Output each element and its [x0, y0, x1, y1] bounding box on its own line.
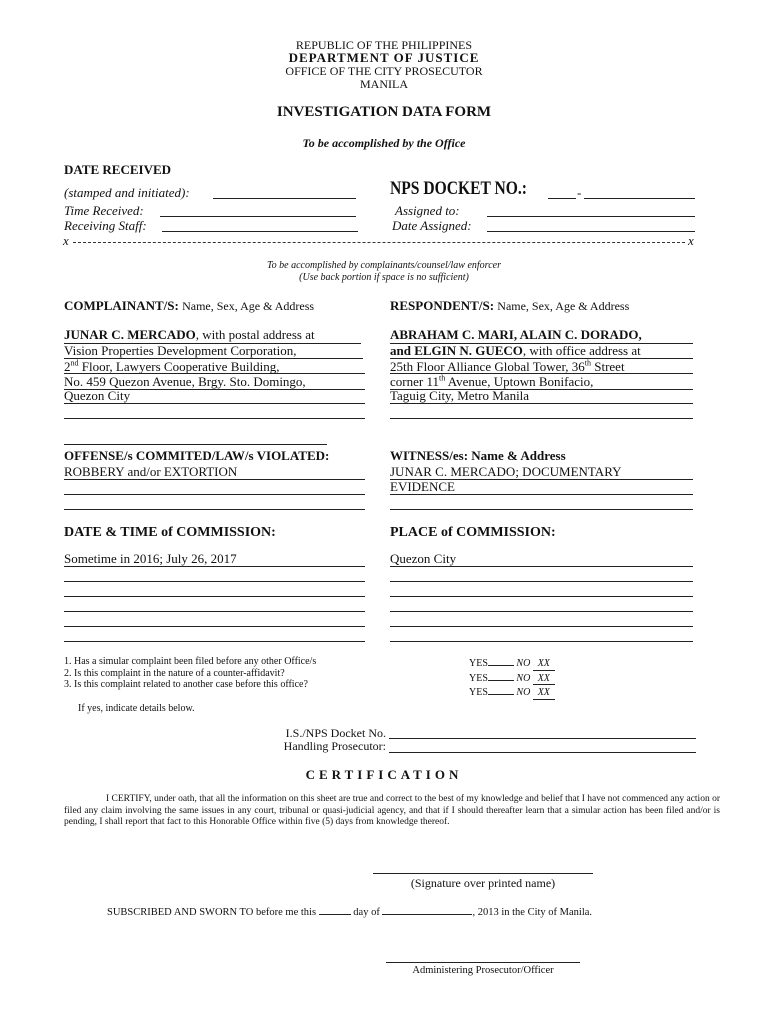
no-field-2[interactable]: XX [533, 673, 555, 686]
offense-label: OFFENSE/s COMMITED/LAW/s VIOLATED: [64, 448, 330, 463]
commission-place-label: PLACE of COMMISSION: [390, 525, 556, 540]
respondent-underline-5 [390, 403, 693, 404]
docket-no-field[interactable] [389, 738, 696, 739]
assigned-to-field[interactable] [487, 216, 695, 217]
complainant-label: COMPLAINANT/S: [64, 298, 179, 313]
separator-x-right: x [688, 233, 694, 248]
date-assigned-field[interactable] [487, 231, 695, 232]
respondent-label: RESPONDENT/S: [390, 298, 495, 313]
offense-top-line [64, 444, 327, 445]
respondent-line-3-post: Street [590, 359, 625, 374]
signature-line[interactable] [373, 873, 593, 874]
commission-date-label: DATE & TIME of COMMISSION: [64, 525, 276, 540]
commission-place-value: Quezon City [390, 551, 457, 566]
commission-place-underline [390, 566, 693, 567]
sworn-text-2: day of [353, 907, 380, 918]
docket-field-2[interactable] [584, 198, 695, 199]
yes-field-2[interactable] [488, 671, 514, 681]
office-note: To be accomplished by the Office [302, 136, 466, 150]
header-office: OFFICE OF THE CITY PROSECUTOR [285, 64, 483, 78]
commission-place-blank-4[interactable] [390, 626, 693, 627]
no-label-3: NO [516, 687, 531, 698]
receiving-staff-label: Receiving Staff: [64, 218, 147, 233]
complainant-name: JUNAR C. MERCADO [64, 327, 196, 342]
sworn-day-field[interactable] [319, 904, 351, 915]
officer-signature-line[interactable] [386, 962, 580, 963]
commission-date-blank-3[interactable] [64, 611, 365, 612]
respondent-line-4-pre: corner 11 [390, 374, 439, 389]
docket-label: NPS DOCKET NO.: [390, 178, 527, 199]
witness-label: WITNESS/es: [390, 448, 469, 463]
commission-date-blank-4[interactable] [64, 626, 365, 627]
header-department: DEPARTMENT OF JUSTICE [288, 50, 480, 65]
date-assigned-label: Date Assigned: [392, 218, 472, 233]
stamped-label: (stamped and initiated): [64, 185, 190, 200]
commission-place-blank-5[interactable] [390, 641, 693, 642]
question-2: 2. Is this complaint in the nature of a counter-affidavit? [64, 667, 285, 679]
commission-date-blank-1[interactable] [64, 581, 365, 582]
no-field-1[interactable]: XX [533, 658, 555, 671]
docket-field-1[interactable] [548, 198, 576, 199]
handling-prosecutor-field[interactable] [389, 752, 696, 753]
handling-prosecutor-label: Handling Prosecutor: [283, 739, 386, 753]
questions-list [64, 656, 316, 691]
complainant-note-2: (Use back portion if space is no sufficient) [299, 272, 469, 283]
witness-blank-1[interactable] [390, 509, 693, 510]
respondent-line-4-post: Avenue, Uptown Bonifacio, [445, 374, 594, 389]
complainant-line-3-pre: 2 [64, 359, 71, 374]
witness-underline-2 [390, 494, 693, 495]
witness-line-2: EVIDENCE [390, 479, 455, 494]
witness-heading [390, 448, 566, 464]
complainant-underline-5 [64, 403, 365, 404]
complainant-line-2: Vision Properties Development Corporation, [64, 343, 297, 358]
answers-list [469, 656, 555, 700]
sworn-statement [107, 904, 592, 918]
header-city: MANILA [360, 77, 408, 91]
complainant-sub: Name, Sex, Age & Address [182, 299, 315, 313]
yes-field-1[interactable] [488, 656, 514, 666]
commission-date-blank-2[interactable] [64, 596, 365, 597]
offense-blank-2[interactable] [64, 509, 365, 510]
header-republic: REPUBLIC OF THE PHILIPPINES [295, 38, 473, 52]
details-note: If yes, indicate details below. [78, 703, 195, 714]
respondent-line-3-sup: th [584, 358, 591, 368]
yes-field-3[interactable] [488, 685, 514, 695]
respondent-line-3-pre: 25th Floor Alliance Global Tower, 36 [390, 359, 585, 374]
complainant-rest1: , with postal address at [195, 327, 315, 342]
commission-date-blank-5[interactable] [64, 641, 365, 642]
offense-underline [64, 479, 365, 480]
time-received-field[interactable] [160, 216, 356, 217]
question-3: 3. Is this complaint related to another case before this office? [64, 679, 308, 690]
sworn-month-field[interactable] [382, 904, 472, 915]
respondent-line-2 [390, 343, 641, 359]
commission-place-blank-3[interactable] [390, 611, 693, 612]
complainant-note-1: To be accomplished by complainants/counsel/law enforcer [267, 260, 501, 271]
complainant-heading [64, 298, 314, 314]
respondent-line-2-rest: , with office address at [522, 343, 641, 358]
commission-place-blank-2[interactable] [390, 596, 693, 597]
witness-line-1: JUNAR C. MERCADO; DOCUMENTARY [390, 464, 622, 479]
commission-date-value: Sometime in 2016; July 26, 2017 [64, 551, 237, 566]
commission-place-blank-1[interactable] [390, 581, 693, 582]
offense-value: ROBBERY and/or EXTORTION [64, 464, 238, 479]
certification-body: I CERTIFY, under oath, that all the information on this sheet are true and correct to the best of my knowledge and belief that I have not commenced any action or filed any claim involving the same issues in any court, tribunal or quasi-judicial agency, and that if I should thereafter learn that a simular action has been filed and/or is pending, I shall report that fact to this Honorable Office within five (5) days from knowledge thereof. [64, 794, 720, 827]
no-label-1: NO [516, 658, 531, 669]
time-received-label: Time Received: [64, 203, 144, 218]
respondent-line-5: Taguig City, Metro Manila [390, 388, 530, 403]
complainant-line-3-post: Floor, Lawyers Cooperative Building, [78, 359, 280, 374]
yes-label-1: YES [469, 658, 488, 669]
complainant-line-4: No. 459 Quezon Avenue, Brgy. Sto. Domingo, [64, 374, 306, 389]
separator-x-left: x [63, 233, 69, 248]
offense-blank-1[interactable] [64, 494, 365, 495]
form-title: INVESTIGATION DATA FORM [276, 104, 492, 120]
witness-sub: Name & Address [471, 448, 566, 463]
certification-title: CERTIFICATION [305, 767, 463, 782]
answer-row-2 [469, 671, 555, 686]
complainant-line-3-sup: nd [70, 358, 79, 368]
sworn-text-3: , 2013 in the City of Manila. [472, 907, 593, 918]
receiving-staff-field[interactable] [162, 231, 358, 232]
answer-row-1 [469, 656, 555, 671]
respondent-sub: Name, Sex, Age & Address [497, 299, 630, 313]
assigned-to-label: Assigned to: [395, 203, 460, 218]
respondent-blank-1[interactable] [390, 418, 693, 419]
docket-no-label: I.S./NPS Docket No. [285, 726, 386, 740]
commission-date-underline [64, 566, 365, 567]
stamped-field[interactable] [213, 198, 356, 199]
answer-row-3 [469, 685, 555, 700]
respondent-line-2-bold: and ELGIN N. GUECO [390, 343, 523, 358]
complainant-line-5: Quezon City [64, 388, 131, 403]
question-1: 1. Has a simular complaint been filed before any other Office/s [64, 656, 317, 667]
yes-label-2: YES [469, 672, 488, 684]
respondent-line-1: ABRAHAM C. MARI, ALAIN C. DORADO, [390, 327, 642, 342]
no-label-2: NO [516, 672, 531, 684]
signature-label: (Signature over printed name) [410, 876, 556, 890]
docket-separator: - [577, 185, 582, 200]
complainant-blank-1[interactable] [64, 418, 365, 419]
officer-label: Administering Prosecutor/Officer [412, 965, 554, 976]
complainant-line-1 [64, 327, 315, 343]
respondent-line-4-sup: th [438, 373, 446, 383]
sworn-text-1: SUBSCRIBED AND SWORN TO before me this [107, 907, 317, 918]
dashed-separator [73, 242, 685, 243]
yes-label-3: YES [469, 687, 488, 698]
date-received-label: DATE RECEIVED [64, 162, 172, 177]
no-field-3[interactable]: XX [533, 687, 555, 700]
respondent-heading [390, 298, 629, 314]
